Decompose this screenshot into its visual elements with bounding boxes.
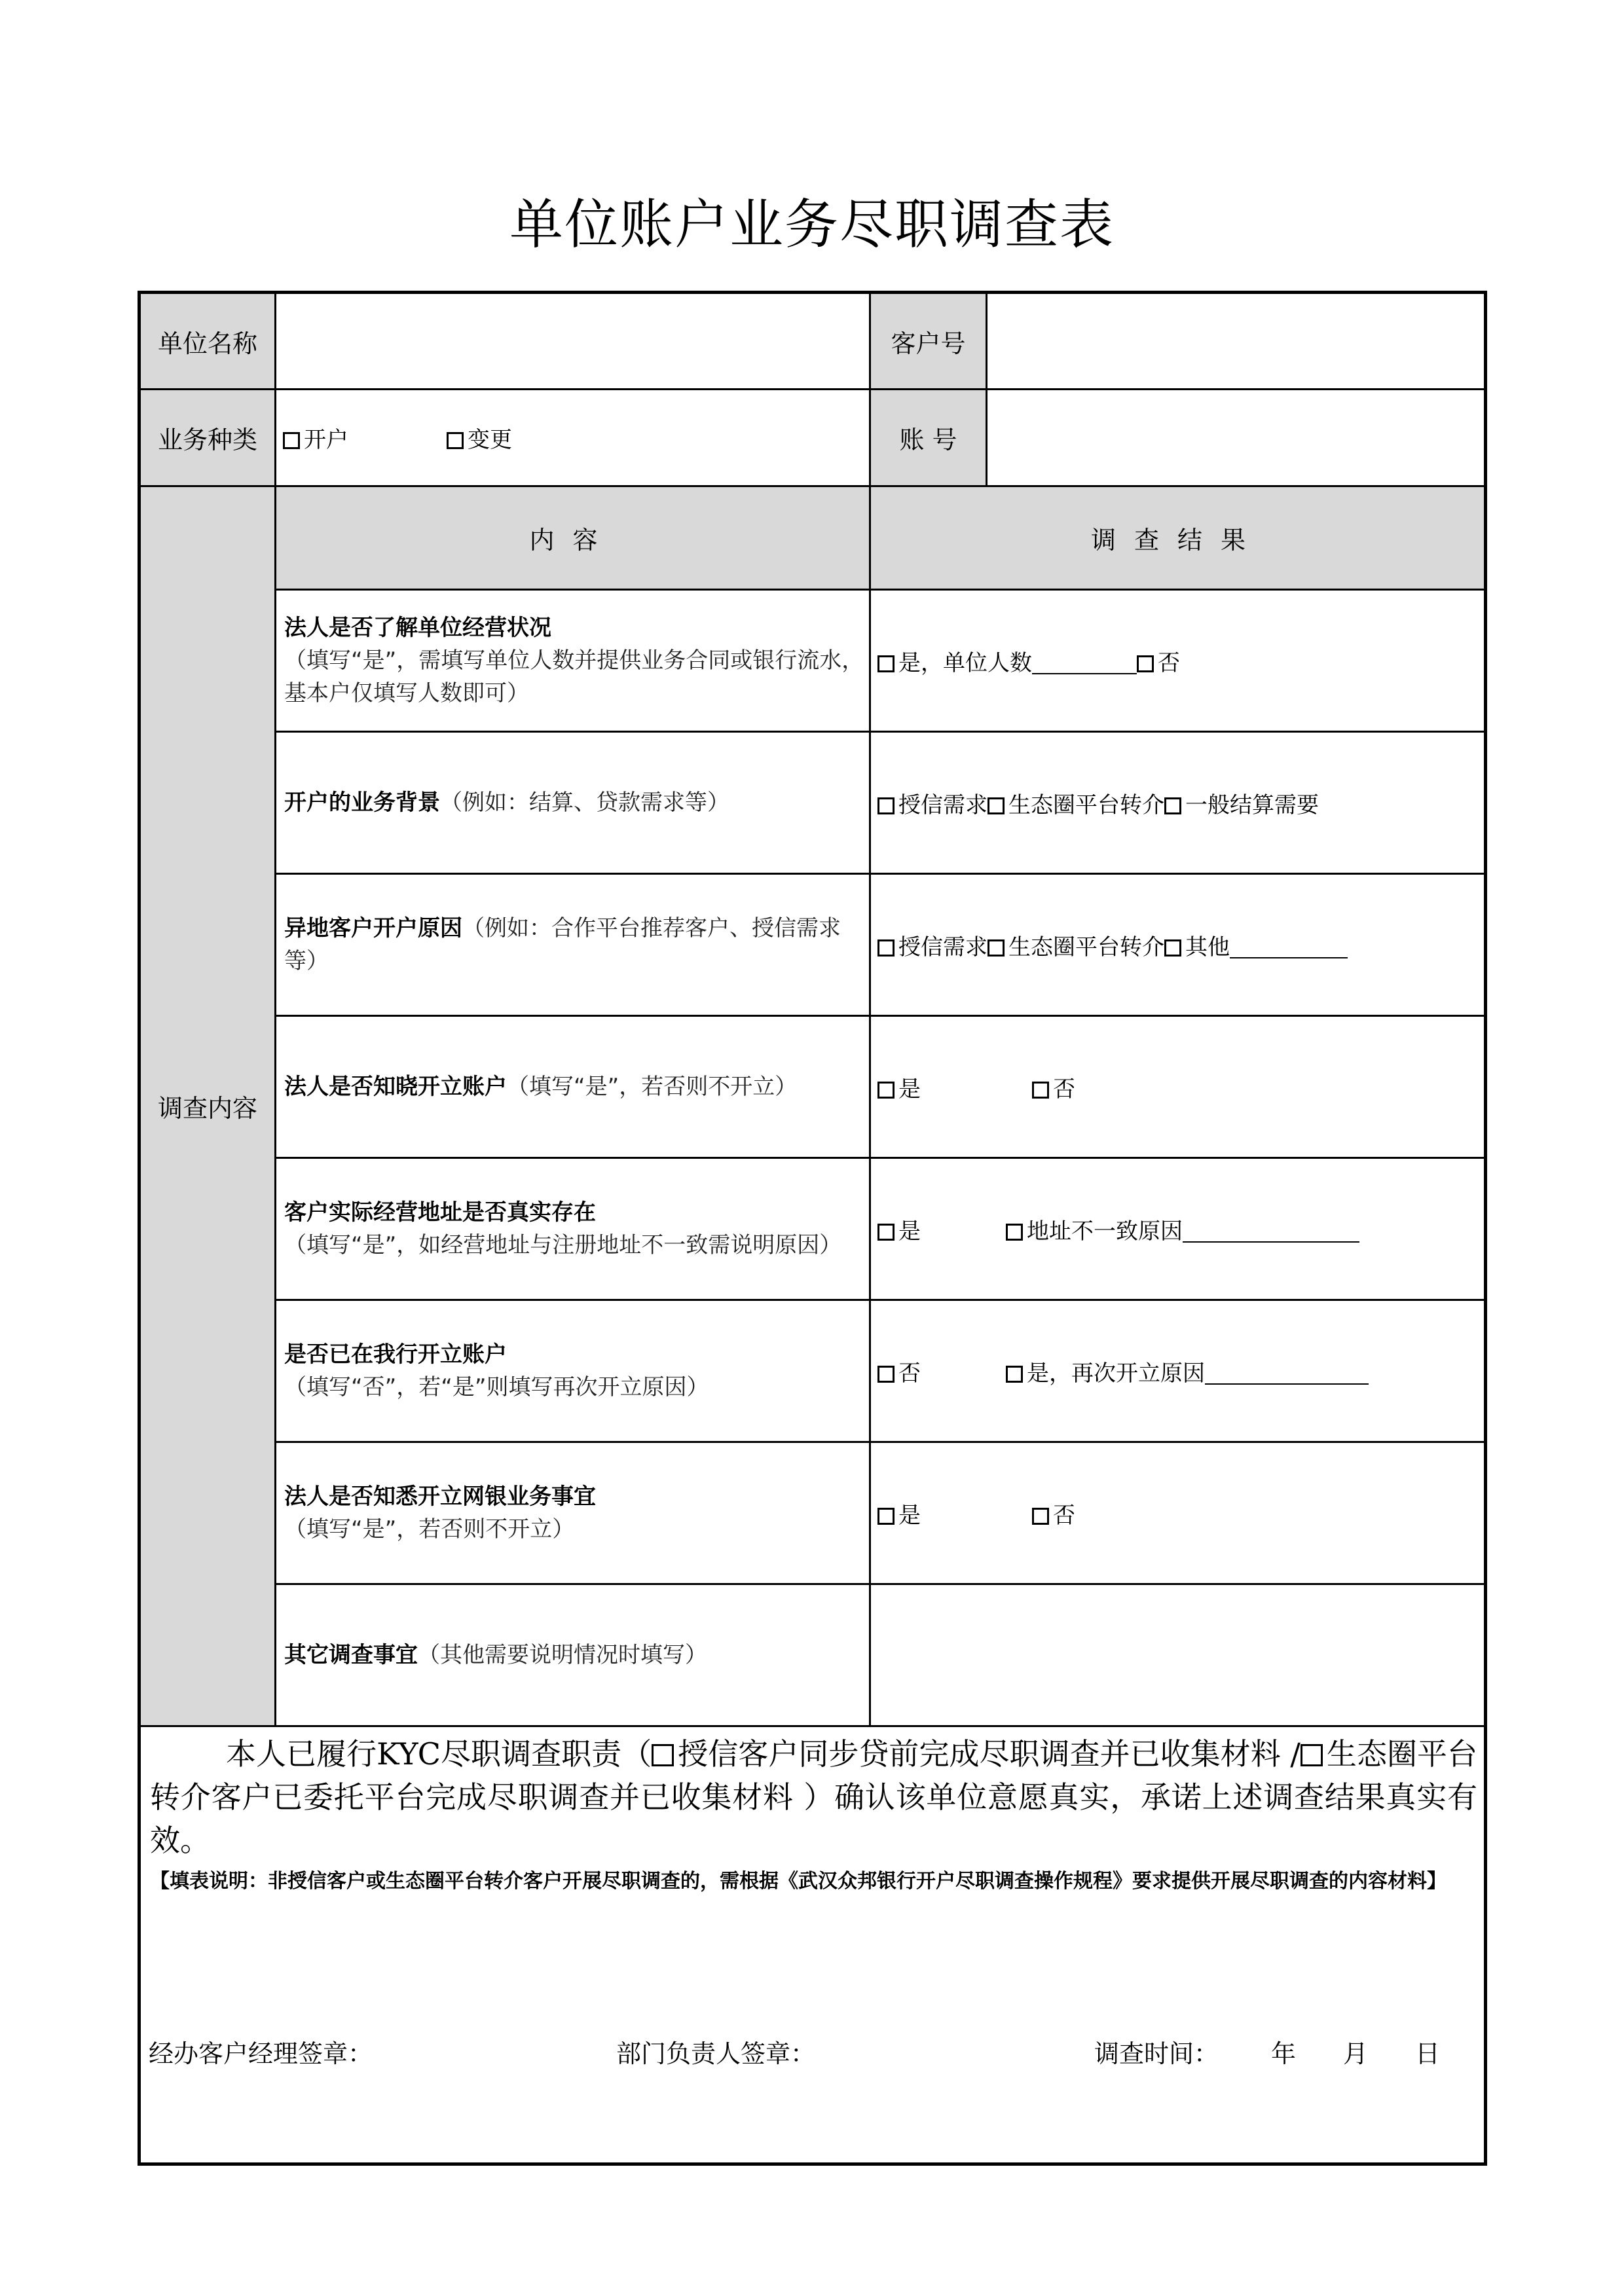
question-cell	[276, 732, 870, 874]
fill-blank[interactable]	[1230, 935, 1348, 958]
question-hint: （填写“是”，需填写单位人数并提供业务合同或银行流水，基本户仅填写人数即可）	[284, 647, 864, 706]
question-cell	[276, 874, 870, 1016]
page-title: 单位账户业务尽职调查表	[509, 194, 1115, 256]
customer-no-label: 客户号	[870, 293, 987, 390]
table-row	[139, 1158, 1486, 1300]
unit-name-field[interactable]	[276, 293, 870, 390]
option-label: 否	[898, 1360, 921, 1387]
fill-blank[interactable]	[1183, 1219, 1359, 1243]
option-label: 地址不一致原因	[1027, 1218, 1183, 1245]
question-main: 是否已在我行开立账户	[284, 1341, 507, 1368]
question-cell	[276, 590, 870, 732]
commitment-part1: 本人已履行KYC尽职调查职责（	[226, 1736, 652, 1772]
option-label: 否	[1158, 649, 1180, 676]
question-cell	[276, 1158, 870, 1300]
option-label: 授信需求	[898, 934, 987, 960]
checkbox[interactable]	[1164, 797, 1181, 814]
question-cell	[276, 1442, 870, 1584]
manager-signature-label: 经办客户经理签章：	[149, 2039, 373, 2068]
checkbox[interactable]	[1032, 1082, 1049, 1099]
checkbox[interactable]	[877, 1082, 895, 1099]
ecosystem-customer-checkbox[interactable]	[1301, 1744, 1323, 1766]
question-main: 开户的业务背景	[284, 790, 440, 816]
commitment-part2: 授信客户同步贷前完成尽职调查并已收集材料 /	[678, 1736, 1301, 1772]
month-label: 月	[1343, 2039, 1369, 2068]
unit-name-label: 单位名称	[139, 293, 276, 390]
business-type-label: 业务种类	[139, 390, 276, 486]
checkbox[interactable]	[877, 1366, 895, 1383]
checkbox[interactable]	[877, 939, 895, 957]
content-column-header: 内容	[276, 486, 870, 590]
answer-cell	[870, 732, 1486, 874]
question-cell	[276, 1016, 870, 1158]
business-type-options	[276, 390, 870, 486]
question-hint: （填写“否”，若“是”则填写再次开立原因）	[284, 1374, 709, 1400]
answer-cell	[870, 1300, 1486, 1442]
answer-cell	[870, 590, 1486, 732]
table-row	[139, 1016, 1486, 1158]
checkbox[interactable]	[1006, 1224, 1023, 1241]
change-checkbox[interactable]	[447, 432, 464, 449]
checkbox[interactable]	[1137, 655, 1154, 672]
answer-cell	[870, 1158, 1486, 1300]
table-row	[139, 732, 1486, 874]
year-label: 年	[1271, 2039, 1297, 2068]
option-label: 生态圈平台转介	[1008, 934, 1164, 960]
dept-head-signature-label: 部门负责人签章：	[616, 2039, 816, 2068]
open-account-checkbox[interactable]	[283, 432, 300, 449]
open-account-label: 开户	[304, 427, 348, 453]
question-hint: （例如：结算、贷款需求等）	[440, 790, 729, 816]
option-label: 否	[1053, 1076, 1075, 1102]
option-label: 是	[898, 1076, 921, 1102]
checkbox[interactable]	[987, 797, 1005, 814]
survey-time-label: 调查时间：	[1094, 2039, 1219, 2068]
option-label: 一般结算需要	[1185, 792, 1319, 818]
table-row	[139, 1300, 1486, 1442]
option-label: 是，单位人数	[898, 649, 1032, 676]
question-main: 其它调查事宜	[284, 1642, 418, 1668]
commitment-part3: 生态圈平台转介客户已委托平台完成尽职调查并已收集材料 ）确认该单位意愿真实，承诺上述调查结果真实有效。	[150, 1736, 1478, 1858]
commitment-section	[139, 1726, 1486, 2164]
checkbox[interactable]	[987, 939, 1005, 957]
answer-cell[interactable]	[870, 1584, 1486, 1726]
question-cell	[276, 1300, 870, 1442]
table-row	[139, 590, 1486, 732]
question-hint: （例如：合作平台推荐客户、授信需求等）	[284, 915, 841, 974]
question-hint: （填写“是”，若否则不开立）	[507, 1074, 798, 1100]
question-cell	[276, 1584, 870, 1726]
account-no-field[interactable]	[987, 390, 1486, 486]
option-label: 是，再次开立原因	[1027, 1360, 1205, 1387]
option-label: 生态圈平台转介	[1008, 792, 1164, 818]
table-row	[139, 1584, 1486, 1726]
option-label: 是	[898, 1218, 921, 1245]
option-label: 授信需求	[898, 792, 987, 818]
question-main: 异地客户开户原因	[284, 915, 462, 941]
fill-blank[interactable]	[1205, 1361, 1369, 1385]
checkbox[interactable]	[877, 1224, 895, 1241]
credit-customer-checkbox[interactable]	[652, 1744, 674, 1766]
checkbox[interactable]	[877, 655, 895, 672]
checkbox[interactable]	[877, 797, 895, 814]
question-hint: （其他需要说明情况时填写）	[418, 1642, 707, 1668]
survey-form	[138, 291, 1487, 2166]
checkbox[interactable]	[1006, 1366, 1023, 1383]
result-column-header: 调查结果	[870, 486, 1486, 590]
answer-cell	[870, 1442, 1486, 1584]
answer-cell	[870, 1016, 1486, 1158]
fill-instructions: 【填表说明：非授信客户或生态圈平台转介客户开展尽职调查的，需根据《武汉众邦银行开户尽职调查操作规程》要求提供开展尽职调查的内容材料】	[150, 1870, 1447, 1893]
option-label: 否	[1053, 1502, 1075, 1529]
table-row	[139, 1442, 1486, 1584]
option-label: 其他	[1185, 934, 1230, 960]
question-main: 法人是否知晓开立账户	[284, 1074, 507, 1100]
checkbox[interactable]	[877, 1508, 895, 1525]
checkbox[interactable]	[1032, 1508, 1049, 1525]
fill-blank[interactable]	[1032, 651, 1137, 674]
option-label: 是	[898, 1502, 921, 1529]
answer-cell	[870, 874, 1486, 1016]
question-main: 客户实际经营地址是否真实存在	[284, 1199, 596, 1226]
question-main: 法人是否知悉开立网银业务事宜	[284, 1484, 596, 1510]
checkbox[interactable]	[1164, 939, 1181, 957]
account-no-label: 账 号	[870, 390, 987, 486]
question-hint: （填写“是”，如经营地址与注册地址不一致需说明原因）	[284, 1232, 842, 1258]
day-label: 日	[1415, 2039, 1441, 2068]
change-label: 变更	[468, 427, 512, 453]
customer-no-field[interactable]	[987, 293, 1486, 390]
table-row	[139, 874, 1486, 1016]
question-main: 法人是否了解单位经营状况	[284, 615, 551, 641]
survey-section-label: 调查内容	[139, 486, 276, 1726]
commitment-text	[141, 1727, 1484, 1862]
question-hint: （填写“是”，若否则不开立）	[284, 1516, 575, 1542]
